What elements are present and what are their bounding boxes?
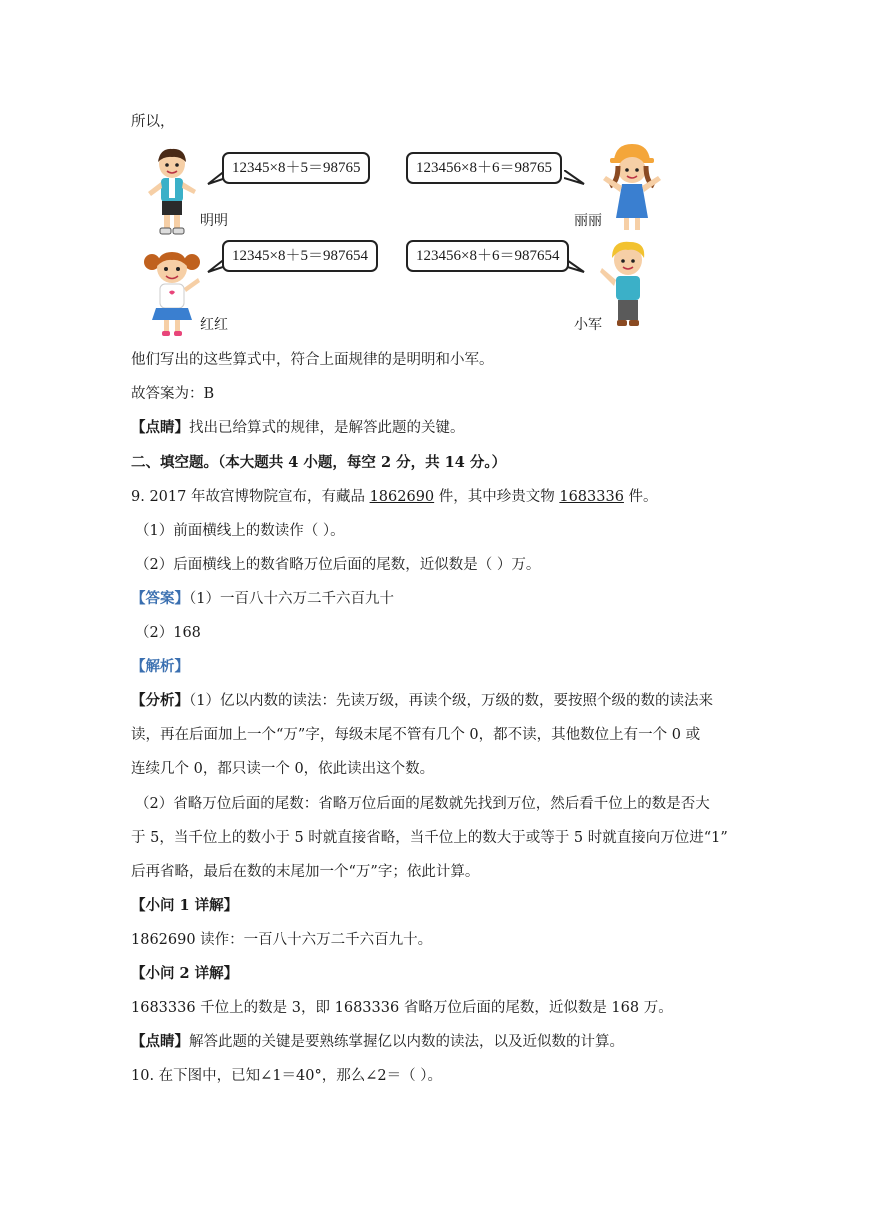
name-honghong: 红红 xyxy=(200,317,228,333)
answer-line: 故答案为：B xyxy=(131,386,215,402)
jiexi-tag: 【解析】 xyxy=(131,658,189,675)
bubble-lili: 123456×8＋6＝98765 xyxy=(406,152,562,184)
question-9 xyxy=(131,487,658,507)
boy-xiaojun-illustration xyxy=(598,238,654,334)
analysis-line-5: 于 5，当千位上的数小于 5 时就直接省略，当千位上的数大于或等于 5 时就直接向万位进“1” xyxy=(131,830,728,846)
conclusion-text: 他们写出的这些算式中，符合上面规律的是明明和小军。 xyxy=(131,352,494,368)
detail-2-text: 1683336 千位上的数是 3，即 1683336 省略万位后面的尾数，近似数是 168 万。 xyxy=(131,1000,673,1016)
tip-tag: 【点睛】 xyxy=(131,1033,189,1050)
name-mingming: 明明 xyxy=(200,213,228,229)
analysis-line-1 xyxy=(131,691,713,711)
detail-2-title: 【小问 2 详解】 xyxy=(131,965,239,982)
answer-1: （1）一百八十六万二千六百九十 xyxy=(189,591,394,607)
tip-tag: 【点睛】 xyxy=(131,419,189,436)
bubble-mingming: 12345×8＋5＝98765 xyxy=(222,152,370,184)
speech-figure xyxy=(140,142,670,338)
bubble-honghong: 12345×8＋5＝987654 xyxy=(222,240,378,272)
q9-text-2: 件，其中珍贵文物 xyxy=(434,489,560,505)
answer-block xyxy=(131,589,394,609)
detail-1-title: 【小问 1 详解】 xyxy=(131,897,239,914)
analysis-line-6: 后再省略，最后在数的末尾加一个“万”字；依此计算。 xyxy=(131,864,480,880)
intro-text: 所以， xyxy=(131,114,175,130)
analysis-line-4: （2）省略万位后面的尾数：省略万位后面的尾数就先找到万位，然后看千位上的数是否大 xyxy=(135,796,710,812)
tip-text: 解答此题的关键是要熟练掌握亿以内数的读法，以及近似数的计算。 xyxy=(189,1034,624,1050)
name-lili: 丽丽 xyxy=(574,213,602,229)
speech-tail-icon xyxy=(564,170,586,190)
boy-mingming-illustration xyxy=(142,146,202,238)
q9-sub-1: （1）前面横线上的数读作（ ）。 xyxy=(135,523,345,539)
answer-tag: 【答案】 xyxy=(131,590,189,607)
tip-paragraph-2 xyxy=(131,1032,624,1052)
detail-1-text: 1862690 读作：一百八十六万二千六百九十。 xyxy=(131,932,433,948)
answer-2: （2）168 xyxy=(135,625,201,641)
section-title: 二、填空题。（本大题共 4 小题，每空 2 分，共 14 分。） xyxy=(131,454,507,471)
name-xiaojun: 小军 xyxy=(574,317,602,333)
q9-underlined-number-1: 1862690 xyxy=(369,489,435,505)
q9-text-1: 9. 2017 年故宫博物院宣布，有藏品 xyxy=(131,489,370,505)
girl-lili-illustration xyxy=(596,142,666,234)
analysis-tag: 【分析】 xyxy=(131,692,189,709)
analysis-line-3: 连续几个 0，都只读一个 0，依此读出这个数。 xyxy=(131,761,435,777)
q9-underlined-number-2: 1683336 xyxy=(559,489,624,505)
analysis-line-2: 读，再在后面加上一个“万”字，每级末尾不管有几个 0，都不读，其他数位上有一个 0 或 xyxy=(131,727,701,743)
girl-honghong-illustration xyxy=(140,246,204,338)
bubble-xiaojun: 123456×8＋6＝987654 xyxy=(406,240,569,272)
q9-text-3: 件。 xyxy=(623,489,658,505)
analysis-text-1: （1）亿以内数的读法：先读万级，再读个级，万级的数，要按照个级的数的读法来 xyxy=(189,693,713,709)
tip-paragraph-1 xyxy=(131,418,465,438)
tip-text: 找出已给算式的规律，是解答此题的关键。 xyxy=(189,420,465,436)
question-10: 10. 在下图中，已知∠1＝40°，那么∠2＝（ ）。 xyxy=(131,1068,442,1084)
q9-sub-2: （2）后面横线上的数省略万位后面的尾数，近似数是（ ）万。 xyxy=(135,557,541,573)
